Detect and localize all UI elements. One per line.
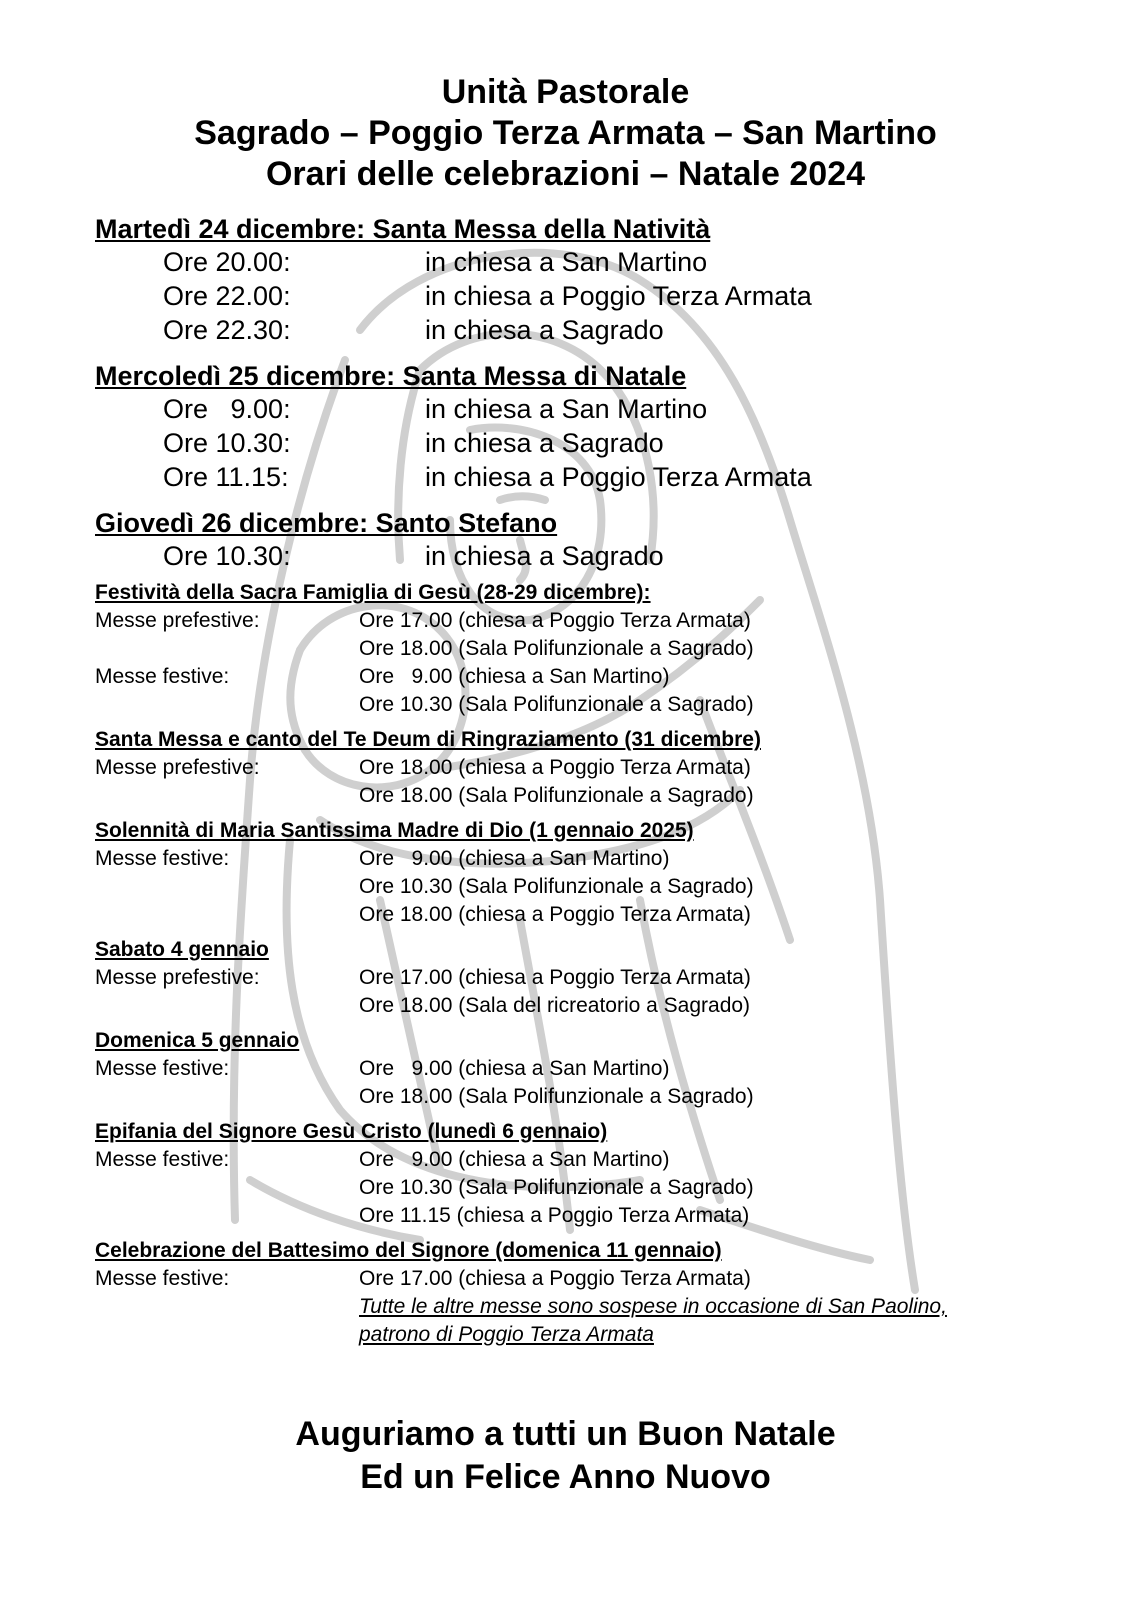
saint-stephen-section [95,507,1095,573]
header-line-schedule-title: Orari delle celebrazioni – Natale 2024 [265,155,866,193]
mass-time-place: Ore 18.00 (chiesa a Poggio Terza Armata) [359,756,751,779]
mass-time-place: Ore 17.00 (chiesa a Poggio Terza Armata) [359,1267,751,1290]
mass-time: Ore 10.30: [163,541,291,571]
section-heading: Santa Messa e canto del Te Deum di Ringraziamento (31 dicembre) [95,728,761,751]
section-heading: Festività della Sacra Famiglia di Gesù (28-29 dicembre): [95,581,651,604]
mass-type-label: Messe festive: [95,1267,230,1290]
mass-time-place: Ore 10.30 (Sala Polifunzionale a Sagrado) [359,693,754,716]
mass-row [95,460,1095,494]
epiphany-section [95,1118,1095,1230]
greeting-footer [0,1413,1131,1499]
mass-type-label: Messe festive: [95,665,230,688]
section-heading: Sabato 4 gennaio [95,938,269,961]
section-heading: Solennità di Maria Santissima Madre di Dio (1 gennaio 2025) [95,819,694,842]
mass-place: in chiesa a Poggio Terza Armata [425,281,812,311]
mass-time-place: Ore 10.30 (Sala Polifunzionale a Sagrado) [359,1176,754,1199]
mass-time-place: Ore 17.00 (chiesa a Poggio Terza Armata) [359,966,751,989]
mass-type-label [95,873,359,901]
mass-time-place: Ore 18.00 (Sala del ricreatorio a Sagrado) [359,994,751,1017]
sunday-january-5-section [95,1027,1095,1111]
mass-row [95,754,1095,782]
mass-time-place: Ore 17.00 (chiesa a Poggio Terza Armata) [359,609,751,632]
mass-row [95,1146,1095,1174]
mass-type-label [95,1083,359,1111]
mass-time-place: Ore 11.15 (chiesa a Poggio Terza Armata) [359,1204,750,1227]
section-heading: Martedì 24 dicembre: Santa Messa della Natività [95,214,711,244]
mass-row [95,1083,1095,1111]
mass-time-place: Ore 18.00 (Sala Polifunzionale a Sagrado) [359,1085,754,1108]
mass-place: in chiesa a Sagrado [425,315,664,345]
greeting-line-new-year: Ed un Felice Anno Nuovo [360,1458,771,1496]
mass-type-label [95,901,359,929]
suspension-note-line: patrono di Poggio Terza Armata [359,1323,654,1346]
mass-time-place: Ore 18.00 (Sala Polifunzionale a Sagrado) [359,637,754,660]
mass-time: Ore 9.00: [163,394,291,424]
christmas-day-section [95,360,1095,494]
mass-time-place: Ore 9.00 (chiesa a San Martino) [359,1057,670,1080]
mass-time: Ore 22.30: [163,315,291,345]
section-heading: Domenica 5 gennaio [95,1029,300,1052]
mass-place: in chiesa a San Martino [425,247,708,277]
section-heading: Epifania del Signore Gesù Cristo (lunedì 6 gennaio) [95,1120,608,1143]
mass-row [95,1174,1095,1202]
mass-row [95,607,1095,635]
mass-time-place: Ore 18.00 (Sala Polifunzionale a Sagrado) [359,784,754,807]
mass-type-label: Messe prefestive: [95,756,260,779]
mass-row [95,873,1095,901]
mass-row [95,635,1095,663]
holy-family-section [95,579,1095,719]
section-heading: Mercoledì 25 dicembre: Santa Messa di Natale [95,361,687,391]
schedule-content [95,213,1095,1356]
header-line-parish-unit: Unità Pastorale [441,73,690,111]
mass-time: Ore 20.00: [163,247,291,277]
mass-place: in chiesa a Poggio Terza Armata [425,462,812,492]
mass-row [95,964,1095,992]
mass-row [95,392,1095,426]
mass-time-place: Ore 18.00 (chiesa a Poggio Terza Armata) [359,903,751,926]
section-heading: Celebrazione del Battesimo del Signore (domenica 11 gennaio) [95,1239,722,1262]
mass-row [95,539,1095,573]
mass-row [95,782,1095,810]
mass-type-label [95,782,359,810]
mass-row [95,1202,1095,1230]
greeting-line-christmas: Auguriamo a tutti un Buon Natale [295,1415,836,1453]
suspension-note-line: Tutte le altre messe sono sospese in occasione di San Paolino, [359,1295,947,1318]
mass-type-label [95,691,359,719]
mass-time-place: Ore 10.30 (Sala Polifunzionale a Sagrado) [359,875,754,898]
mass-time: Ore 10.30: [163,428,291,458]
header-line-parishes: Sagrado – Poggio Terza Armata – San Martino [194,114,937,152]
mass-row [95,313,1095,347]
mother-of-god-section [95,817,1095,929]
mass-row [95,426,1095,460]
mass-row [95,845,1095,873]
mass-type-label: Messe prefestive: [95,966,260,989]
mass-type-label: Messe festive: [95,1057,230,1080]
mass-row [95,691,1095,719]
mass-row [95,901,1095,929]
mass-type-label: Messe festive: [95,1148,230,1171]
mass-row [95,1055,1095,1083]
mass-time: Ore 11.15: [163,462,289,492]
saturday-january-4-section [95,936,1095,1020]
te-deum-section [95,726,1095,810]
mass-row [95,245,1095,279]
mass-place: in chiesa a San Martino [425,394,708,424]
mass-row [95,663,1095,691]
mass-place: in chiesa a Sagrado [425,428,664,458]
mass-place: in chiesa a Sagrado [425,541,664,571]
mass-type-label [95,992,359,1020]
mass-row [95,279,1095,313]
christmas-eve-section [95,213,1095,347]
mass-type-label [95,635,359,663]
mass-time-place: Ore 9.00 (chiesa a San Martino) [359,665,670,688]
mass-type-label: Messe prefestive: [95,609,260,632]
mass-time-place: Ore 9.00 (chiesa a San Martino) [359,1148,670,1171]
document-header [0,72,1131,195]
section-heading: Giovedì 26 dicembre: Santo Stefano [95,508,558,538]
mass-time-place: Ore 9.00 (chiesa a San Martino) [359,847,670,870]
mass-row [95,1265,1095,1293]
baptism-of-the-lord-section [95,1237,1095,1349]
mass-time: Ore 22.00: [163,281,291,311]
mass-type-label [95,1202,359,1230]
mass-type-label [95,1174,359,1202]
mass-type-label: Messe festive: [95,847,230,870]
mass-row [95,992,1095,1020]
